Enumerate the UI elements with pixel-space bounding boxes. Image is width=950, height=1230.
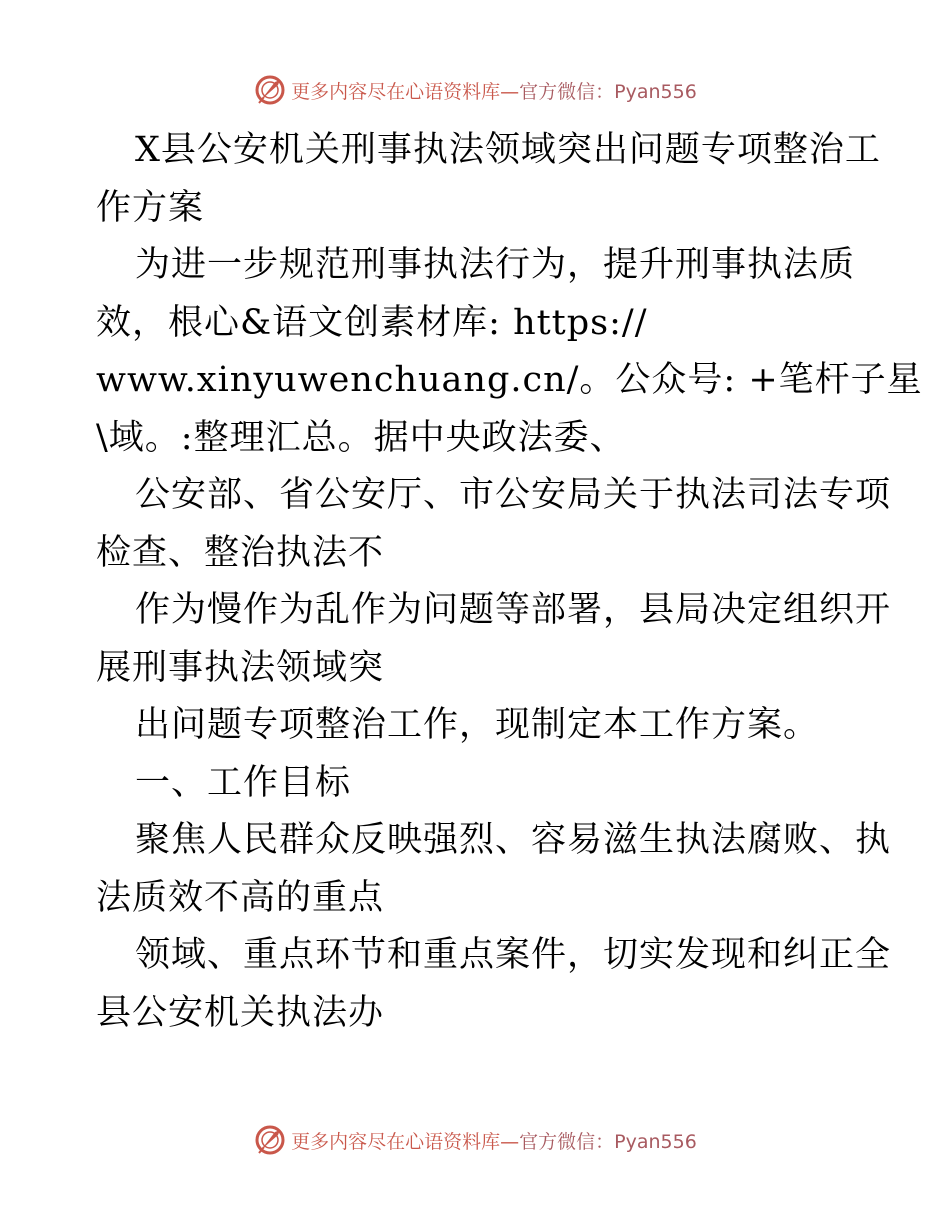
- document-line: 作为慢作为乱作为问题等部署，县局决定组织开: [135, 590, 892, 630]
- document-line: \域。:整理汇总。据中央政法委、: [96, 417, 626, 458]
- feather-pen-circle-icon: [253, 73, 287, 107]
- document-line: 效，根心&语文创素材库: https://: [96, 302, 648, 343]
- document-line: www.xinyuwenchuang.cn/。公众号: +笔杆子星: [96, 360, 923, 400]
- header-banner-text: 更多内容尽在心语资料库—官方微信：Pyan556: [291, 80, 697, 103]
- document-line: 法质效不高的重点: [96, 877, 385, 918]
- document-line: 公安部、省公安厅、市公安局关于执法司法专项: [135, 475, 892, 515]
- page-footer-banner: [0, 1120, 950, 1160]
- document-line: 为进一步规范刑事执法行为，提升刑事执法质: [135, 245, 856, 285]
- document-line: 出问题专项整治工作，现制定本工作方案。: [135, 705, 820, 745]
- document-body: [96, 122, 923, 1042]
- document-line: 作方案: [96, 187, 205, 228]
- page-header-banner: [0, 70, 950, 110]
- document-line: 检查、整治执法不: [96, 532, 385, 573]
- document-line: 县公安机关执法办: [96, 992, 385, 1033]
- document-line: 聚焦人民群众反映强烈、容易滋生执法腐败、执: [135, 820, 892, 860]
- document-line: 一、工作目标: [135, 762, 352, 803]
- document-line: 领域、重点环节和重点案件，切实发现和纠正全: [135, 935, 892, 975]
- document-line: 展刑事执法领域突: [96, 647, 385, 688]
- feather-pen-circle-icon: [253, 1123, 287, 1157]
- footer-banner-text: 更多内容尽在心语资料库—官方微信：Pyan556: [291, 1130, 697, 1153]
- document-line: X县公安机关刑事执法领域突出问题专项整治工: [135, 130, 881, 170]
